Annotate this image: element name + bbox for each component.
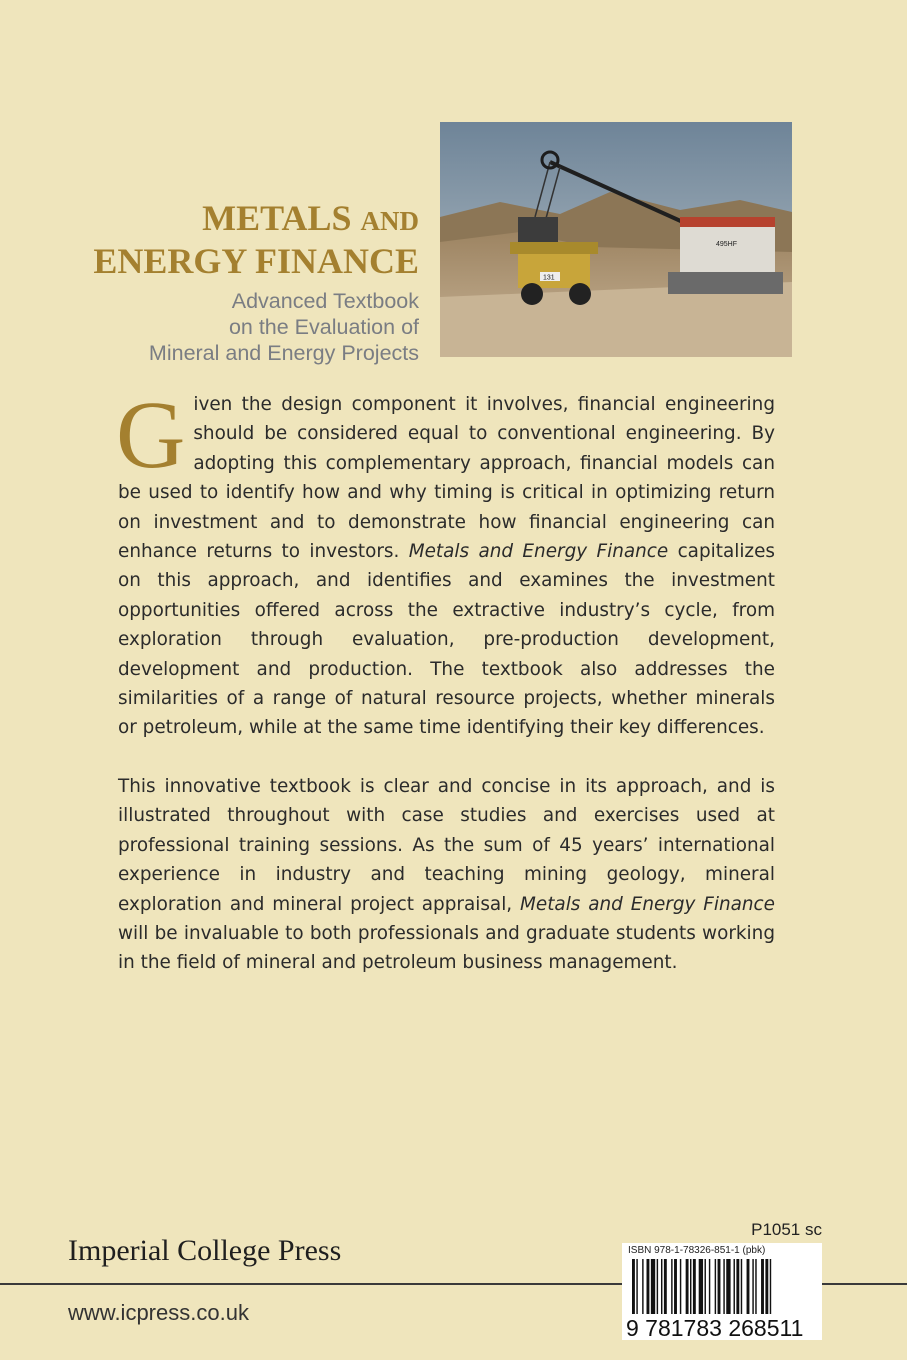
isbn-text: ISBN 978-1-78326-851-1 (pbk) [628, 1245, 766, 1256]
barcode-bar [705, 1259, 706, 1314]
barcode-bar [723, 1259, 724, 1314]
barcode-bar [761, 1259, 764, 1314]
barcode-bar [765, 1259, 768, 1314]
barcode-bar [747, 1259, 750, 1314]
barcode-bar [770, 1259, 771, 1314]
blurb-p2-book-title: Metals and Energy Finance [520, 893, 775, 915]
barcode-bar [632, 1259, 635, 1314]
blurb-p1-book-title: Metals and Energy Finance [408, 541, 669, 563]
book-title [93, 198, 419, 281]
title-line1-main: METALS [202, 198, 352, 238]
shovel-label: 495HF [716, 241, 738, 248]
blurb-p2-text-a: This innovative textbook is clear and concise in its approach, and is illustrated throughout with case studies and exercises used at professional training sessions. As the sum of 45 years’ international experience in industry and teaching mining geology, mineral exploration and mineral project appraisal, [118, 775, 775, 915]
barcode-bar [657, 1259, 658, 1314]
barcode-bar [680, 1259, 681, 1314]
barcode-bar [755, 1259, 756, 1314]
barcode-bar [661, 1259, 662, 1314]
subtitle-line-3: Mineral and Energy Projects [148, 341, 419, 365]
barcode-bar [664, 1259, 667, 1314]
barcode-bar [651, 1259, 655, 1314]
blurb-p1-text-b: capitalizes on this approach, and identifies and examines the investment opportunities offered across the extractive industry’s cycle, from exploration through evaluation, pre-production development, development and production. The textbook also addresses the similarities of a range of natural resource projects, whether minerals or petroleum, while at the same time identifying their key differences. [118, 541, 775, 739]
barcode-bar [642, 1259, 643, 1314]
barcode-bar [709, 1259, 710, 1314]
drop-cap: G [116, 381, 186, 488]
subtitle-line-1: Advanced Textbook [231, 289, 419, 313]
blurb-p2-text-b: will be invaluable to both professionals and graduate students working in the field of mineral and petroleum business management. [118, 922, 775, 974]
title-block [93, 198, 419, 366]
barcode-bar [718, 1259, 721, 1314]
barcode-bar [734, 1259, 735, 1314]
blurb-paragraph-2 [118, 772, 775, 978]
title-line2: ENERGY FINANCE [93, 241, 419, 281]
barcode-bar [647, 1259, 650, 1314]
barcode-bar [636, 1259, 637, 1314]
publisher-name: Imperial College Press [68, 1234, 342, 1267]
mining-photo [440, 122, 792, 357]
blurb-p1-text-a: iven the design component it involves, financial engineering should be considered equal to conventional engineering. By adopting this complementary approach, financial models can be used to identify how and why timing is critical in optimizing return on investment and to demonstrate how financial engineering can enhance returns to investors. [118, 394, 775, 563]
barcode-bar [752, 1259, 753, 1314]
product-code: P1051 sc [751, 1220, 822, 1239]
title-line1-small: AND [360, 206, 419, 236]
blurb-paragraph-1 [116, 381, 775, 743]
subtitle-line-2: on the Evaluation of [228, 315, 419, 339]
barcode-bar [690, 1259, 691, 1314]
barcode-bar [699, 1259, 703, 1314]
isbn-barcode [622, 1243, 822, 1340]
barcode-bar [736, 1259, 739, 1314]
barcode-bar [715, 1259, 716, 1314]
publisher-url: www.icpress.co.uk [68, 1300, 249, 1325]
truck-number: 131 [543, 274, 555, 282]
barcode-bar [693, 1259, 696, 1314]
back-cover-blurb [116, 381, 775, 978]
barcode-bar [671, 1259, 672, 1314]
barcode-bar [674, 1259, 677, 1314]
barcode-bar [686, 1259, 689, 1314]
barcode-bar [726, 1259, 730, 1314]
barcode-digits: 9 781783 268511 [626, 1315, 804, 1340]
book-subtitle [93, 288, 419, 366]
barcode-bar [741, 1259, 742, 1314]
barcode-graphic [622, 1243, 822, 1340]
